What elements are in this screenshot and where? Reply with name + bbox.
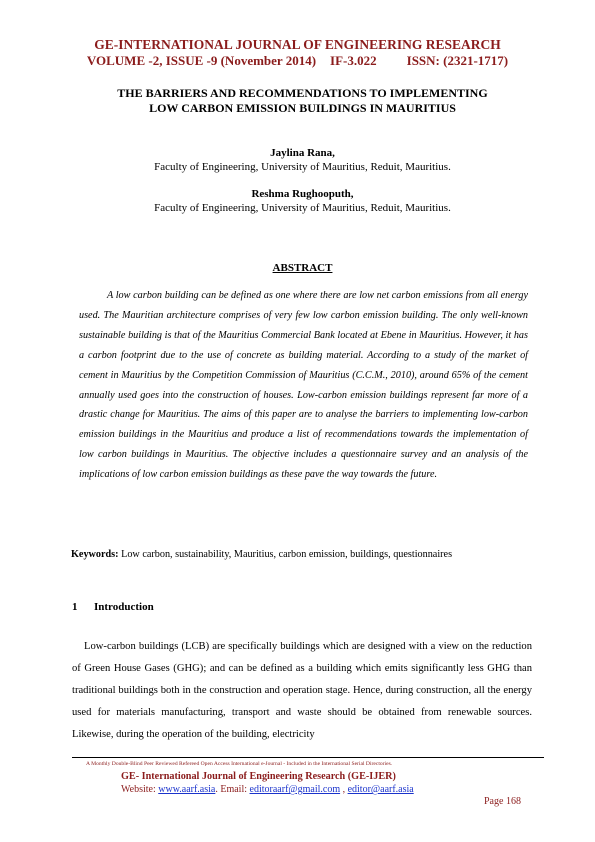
- footer-journal-name: GE- International Journal of Engineering Research (GE-IJER): [121, 771, 396, 782]
- author-name: Reshma Rughooputh,: [251, 188, 354, 200]
- abstract-body: [79, 286, 528, 485]
- author-block-2: [0, 187, 595, 215]
- journal-header: [0, 37, 595, 69]
- keywords-label: Keywords:: [71, 549, 119, 560]
- introduction-text: Low-carbon buildings (LCB) are specifically buildings which are designed with a view on the reduction of Green House Gases (GHG); and can be defined as a building which emits significantly less GHG than traditional buildings both in the construction and operation stage. Hence, during construction, all the energy used for materials manufacturing, transport and waste should be obtained from renewable sources. Likewise, during the operation of the building, electricity: [72, 641, 532, 741]
- section-heading: [72, 601, 154, 613]
- paper-title-line-1: THE BARRIERS AND RECOMMENDATIONS TO IMPLEMENTING: [117, 86, 488, 100]
- website-link[interactable]: www.aarf.asia: [158, 784, 216, 795]
- section-number: 1: [72, 601, 78, 613]
- author-name: Jaylina Rana,: [270, 147, 335, 159]
- email-label: . Email:: [215, 784, 248, 795]
- email-separator: ,: [340, 784, 346, 795]
- author-affiliation: Faculty of Engineering, University of Mauritius, Reduit, Mauritius.: [154, 202, 451, 214]
- impact-factor: IF-3.022: [330, 53, 377, 68]
- journal-name: GE-INTERNATIONAL JOURNAL OF ENGINEERING RESEARCH: [94, 37, 501, 52]
- keywords: [71, 549, 541, 560]
- footer-divider: [72, 757, 544, 758]
- website-label: Website:: [121, 784, 156, 795]
- page-number: Page 168: [484, 796, 521, 807]
- paper-title-line-2: LOW CARBON EMISSION BUILDINGS IN MAURITIUS: [149, 101, 456, 115]
- issn: ISSN: (2321-1717): [406, 53, 509, 68]
- journal-volume: VOLUME -2, ISSUE -9 (November 2014): [86, 53, 317, 68]
- email-link-1[interactable]: editoraarf@gmail.com: [249, 784, 341, 795]
- abstract-heading: ABSTRACT: [272, 262, 333, 274]
- footer-contact: [121, 784, 414, 795]
- paper-title: [40, 86, 565, 116]
- email-link-2[interactable]: editor@aarf.asia: [347, 784, 414, 795]
- author-affiliation: Faculty of Engineering, University of Mauritius, Reduit, Mauritius.: [154, 161, 451, 173]
- author-block-1: [0, 146, 595, 174]
- journal-issue-line: [0, 53, 595, 69]
- footer-note: A Monthly Double-Blind Peer Reviewed Refereed Open Access International e-Journal - Included in the International Serial Directories.: [86, 761, 393, 767]
- abstract-text: A low carbon building can be defined as one where there are low net carbon emissions from all energy used. The Mauritian architecture comprises of very few low carbon emission building. The only well-known sustainable building is that of the Mauritius Commercial Bank located at Ebene in Mauritius. However, it has a carbon footprint due to the use of concrete as building material. According to a study of the market of cement in Mauritius by the Competition Commission of Mauritius (C.C.M., 2010), around 65% of the cement annually used goes into the construction of houses. Low-carbon emission buildings represent far more of a drastic change for Mauritius. The aims of this paper are to analyse the barriers to implementing low-carbon emission buildings in the Mauritius and produce a list of recommendations towards the implementation of low carbon buildings in Mauritius. The objective includes a questionnaire survey and an analysis of the implications of low carbon emission buildings as these pave the way towards the future.: [79, 290, 528, 481]
- introduction-body: [72, 636, 532, 746]
- section-title: Introduction: [94, 601, 154, 613]
- keywords-text: Low carbon, sustainability, Mauritius, carbon emission, buildings, questionnaires: [121, 549, 453, 560]
